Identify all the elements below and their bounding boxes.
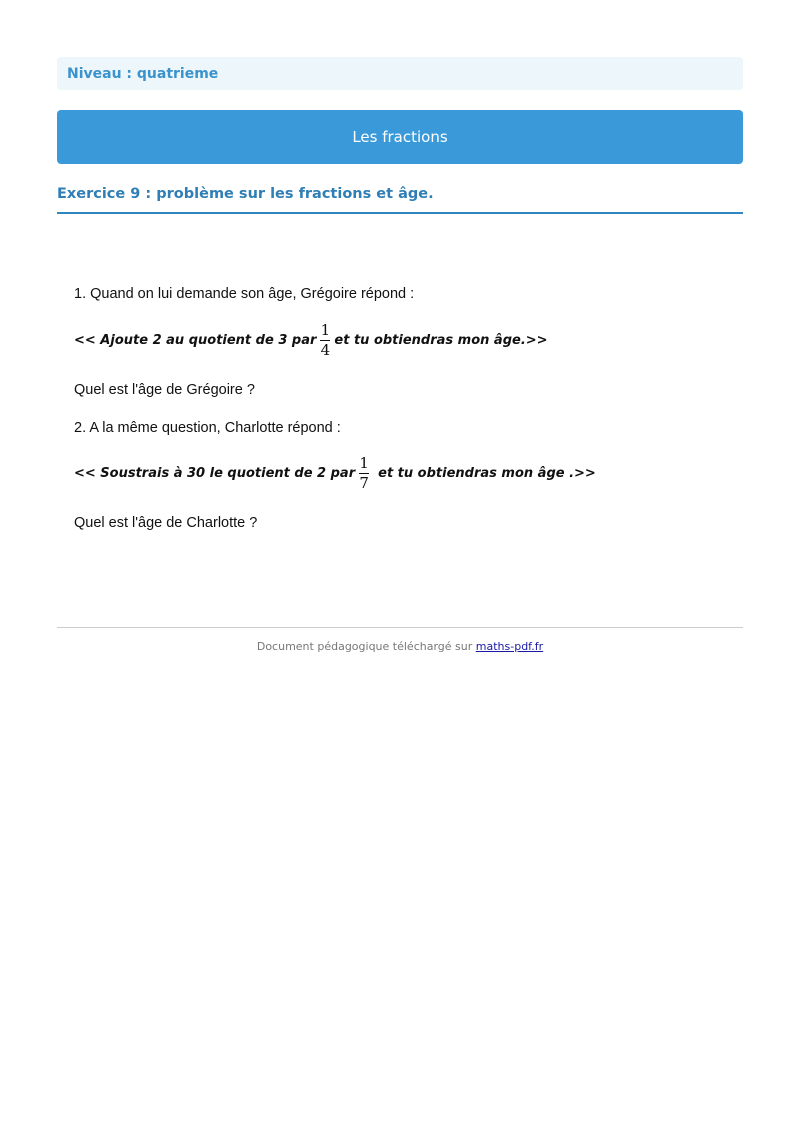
fraction-denominator: 7: [359, 474, 369, 492]
question-2-quote-start: << Soustrais à 30 le quotient de 2 par: [74, 466, 356, 481]
footer-text: Document pédagogique téléchargé sur: [256, 640, 473, 653]
level-banner: [57, 57, 743, 90]
footer: [57, 640, 743, 653]
fraction-one-seventh: [359, 455, 369, 492]
fraction-one-quarter: [320, 322, 330, 359]
fraction-numerator: 1: [320, 321, 331, 339]
question-1-quote: [74, 322, 548, 359]
level-label: Niveau : quatrieme: [67, 65, 219, 82]
title-banner: [57, 110, 743, 164]
question-1-quote-start: << Ajoute 2 au quotient de 3 par: [74, 333, 317, 348]
question-1-quote-end: et tu obtiendras mon âge.>>: [334, 333, 548, 348]
question-1-prompt: Quel est l'âge de Grégoire ?: [74, 382, 255, 398]
footer-divider: [57, 627, 743, 628]
exercise-heading: Exercice 9 : problème sur les fractions et âge.: [57, 186, 743, 214]
question-2-quote: [74, 455, 596, 492]
page-title: Les fractions: [352, 128, 448, 146]
question-1-intro: 1. Quand on lui demande son âge, Grégoire répond :: [74, 286, 415, 302]
question-2-intro: 2. A la même question, Charlotte répond :: [74, 420, 341, 436]
footer-link[interactable]: maths-pdf.fr: [475, 640, 544, 653]
fraction-numerator: 1: [359, 454, 369, 472]
question-2-quote-end: et tu obtiendras mon âge .>>: [378, 466, 596, 481]
fraction-denominator: 4: [320, 341, 331, 359]
question-2-prompt: Quel est l'âge de Charlotte ?: [74, 515, 258, 531]
